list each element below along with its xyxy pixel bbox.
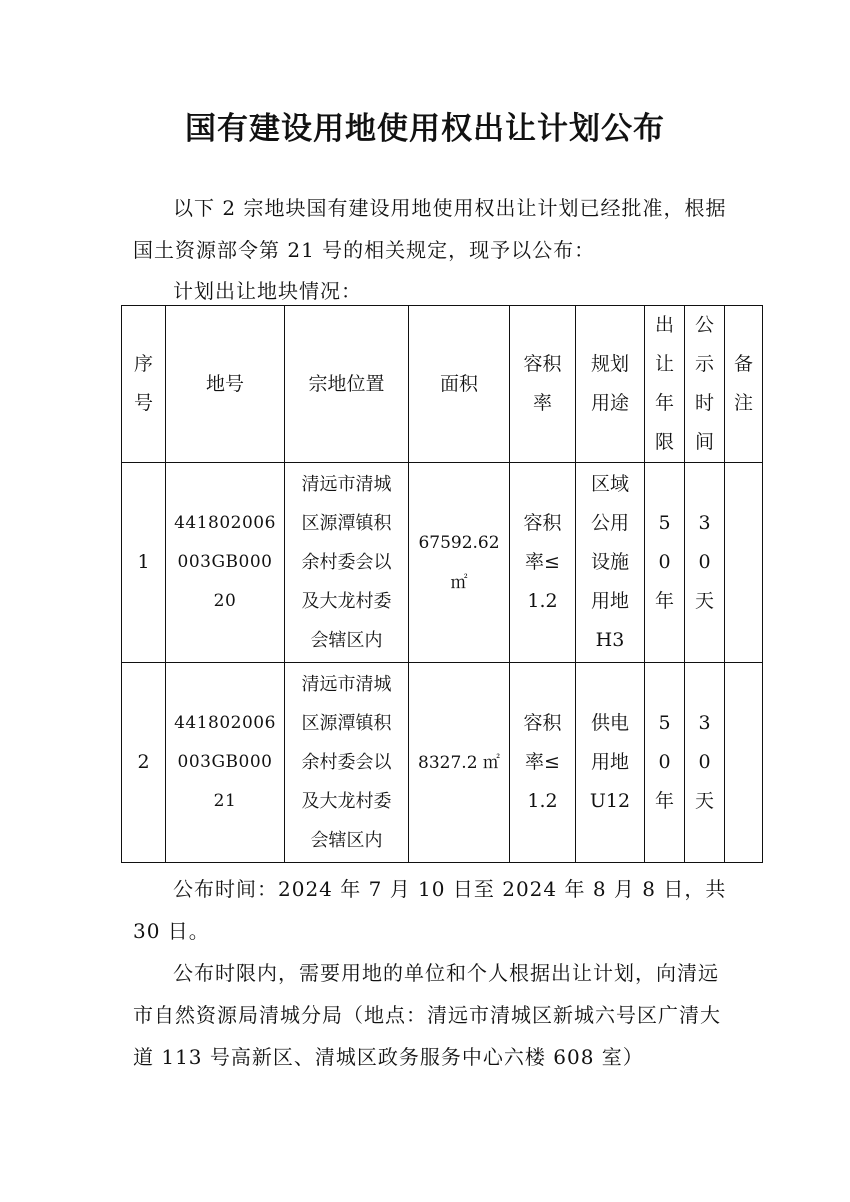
- publish-period: 公布时间：2024 年 7 月 10 日至 2024 年 8 月 8 日，共 30 日。: [133, 877, 727, 943]
- cell-remark: [725, 463, 763, 663]
- cell-term: 50 年: [645, 463, 685, 663]
- intro-paragraph: 以下 2 宗地块国有建设用地使用权出让计划已经批准，根据国土资源部令第 21 号的相关规定，现予以公布：: [133, 196, 727, 262]
- land-plan-table: [121, 305, 763, 863]
- cell-far: 容积率≤ 1.2: [510, 463, 576, 663]
- cell-location: 清远市清城区源潭镇积余村委会以及大龙村委会辖区内: [285, 663, 409, 863]
- header-lot-no: 地号: [166, 306, 285, 463]
- header-far: 容积率: [510, 306, 576, 463]
- table-header-row: [122, 306, 763, 463]
- cell-remark: [725, 663, 763, 863]
- header-seq: 序号: [122, 306, 166, 463]
- header-notice: 公示时间: [685, 306, 725, 463]
- cell-lot-no: 441802006003GB00021: [166, 663, 285, 863]
- cell-location: 清远市清城区源潭镇积余村委会以及大龙村委会辖区内: [285, 463, 409, 663]
- header-term: 出让年限: [645, 306, 685, 463]
- cell-area: 67592.62 ㎡: [409, 463, 510, 663]
- cell-term: 50 年: [645, 663, 685, 863]
- cell-use: 区域公用设施用地 H3: [576, 463, 645, 663]
- table-row: [122, 463, 763, 663]
- page-title: 国有建设用地使用权出让计划公布: [185, 111, 665, 147]
- cell-use: 供电用地 U12: [576, 663, 645, 863]
- cell-lot-no: 441802006003GB00020: [166, 463, 285, 663]
- header-use: 规划用途: [576, 306, 645, 463]
- cell-notice: 30 天: [685, 463, 725, 663]
- cell-notice: 30 天: [685, 663, 725, 863]
- cell-seq: 1: [122, 463, 166, 663]
- header-location: 宗地位置: [285, 306, 409, 463]
- cell-area: 8327.2 ㎡: [409, 663, 510, 863]
- plan-heading: 计划出让地块情况：: [173, 279, 362, 303]
- contact-paragraph: 公布时限内，需要用地的单位和个人根据出让计划，向清远市自然资源局清城分局（地点：清远市清城区新城六号区广清大道 113 号高新区、清城区政务服务中心六楼 608 室）: [133, 961, 721, 1069]
- header-area: 面积: [409, 306, 510, 463]
- cell-far: 容积率≤ 1.2: [510, 663, 576, 863]
- table-row: [122, 663, 763, 863]
- header-remark: 备注: [725, 306, 763, 463]
- cell-seq: 2: [122, 663, 166, 863]
